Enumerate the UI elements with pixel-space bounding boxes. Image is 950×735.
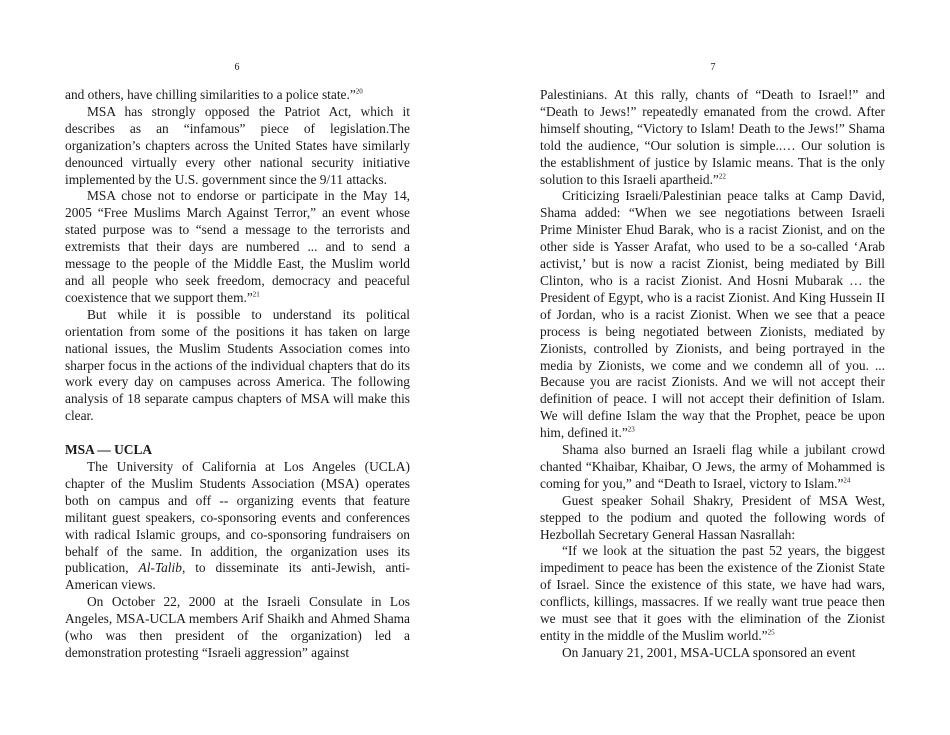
paragraph	[65, 459, 410, 594]
footnote-ref[interactable]: 21	[252, 290, 260, 299]
paragraph-text: and others, have chilling similarities to a police state.”	[65, 87, 356, 102]
footnote-ref[interactable]: 20	[355, 87, 363, 96]
paragraph: Guest speaker Sohail Shakry, President of MSA West, stepped to the podium and quoted the following words of Hezbollah Secretary General Hassan Nasrallah:	[540, 492, 885, 542]
paragraph	[540, 188, 885, 442]
paragraph: On January 21, 2001, MSA-UCLA sponsored an event	[562, 644, 856, 660]
paragraph: On October 22, 2000 at the Israeli Consulate in Los Angeles, MSA-UCLA members Arif Shaikh and Ahmed Shama (who was then president of the organization) led a demonstration protesting “Israeli aggression” against	[65, 594, 410, 660]
section-heading: MSA — UCLA	[65, 442, 153, 458]
paragraph: MSA has strongly opposed the Patriot Act, which it describes as an “infamous” piece of legislation.The organization’s chapters across the United States have similarly denounced virtually every other national security initiative implemented by the U.S. government since the 9/11 attacks.	[65, 103, 410, 187]
footnote-ref[interactable]: 22	[718, 172, 726, 181]
paragraph	[540, 87, 885, 188]
paragraph	[65, 188, 410, 306]
paragraph: But while it is possible to understand its political orientation from some of the positions it has taken on large national issues, the Muslim Students Association comes into sharper focus in the actions of the individual chapters that do its work every day on campuses across America. The following analysis of 18 separate campus chapters of MSA will make this clear.	[65, 306, 410, 424]
footnote-ref[interactable]: 25	[767, 628, 775, 637]
paragraph-text: MSA chose not to endorse or participate in the May 14, 2005 “Free Muslims March Against Terror,” an event whose stated purpose was to “send a message to the terrorists and extremists that their days are numbered ... and to send a message to the people of the Middle East, the Muslim world and all people who seek freedom, democracy and peaceful coexistence that we support them.”	[65, 188, 410, 305]
page-body	[540, 87, 885, 662]
footnote-ref[interactable]: 23	[627, 425, 635, 434]
paragraph-text: “If we look at the situation the past 52 years, the biggest impediment to peace has been the existence of the Zionist State of Israel. Since the existence of this state, we have had wars, conflicts, killings, massacres. If we really want true peace then we must see that it goes with the elimination of the Zionist entity in the middle of the Muslim world.”	[540, 543, 885, 643]
right-page	[475, 0, 950, 735]
page-number: 6	[234, 62, 240, 73]
paragraph	[540, 442, 885, 493]
page-body	[65, 87, 410, 662]
paragraph-text: Palestinians. At this rally, chants of “Death to Israel!” and “Death to Jews!” repeatedly emanated from the crowd. After himself shouting, “Victory to Islam! Death to the Jews!” Shama told the audience, “Our solution is simple..… Our solution is the establishment of justice by Islamic means. That is the only solution to this Israeli apartheid.”	[540, 87, 885, 187]
paragraph	[540, 543, 885, 644]
paragraph-text: Shama also burned an Israeli flag while a jubilant crowd chanted “Khaibar, Khaibar, O Jews, the army of Mohammed is coming for you,” and “Death to Israel, victory to Islam.”	[540, 442, 885, 491]
footnote-ref[interactable]: 24	[843, 476, 851, 485]
paragraph	[65, 87, 410, 104]
paragraph-text: , to disseminate its anti-Jewish, anti-American views.	[65, 560, 410, 593]
paragraph-text: The University of California at Los Angeles (UCLA) chapter of the Muslim Students Association (MSA) operates both on campus and off -- organizing events that feature militant guest speakers, co-sponsoring events and conferences with radical Islamic groups, and co-sponsoring fundraisers on behalf of the same. In addition, the organization uses its publication,	[65, 459, 410, 576]
paragraph-text: Criticizing Israeli/Palestinian peace talks at Camp David, Shama added: “When we see negotiations between Israeli Prime Minister Ehud Barak, who is a racist Zionist, and on the other side is Yasser Arafat, who used to be a so-called ‘Arab activist,’ but is now a racist Zionist, being mediated by Bill Clinton, who is a racist Zionist. And Hosni Mubarak … the President of Egypt, who is a racist Zionist. And King Hussein II of Jordan, who is a racist Zionist. When we see that a peace process is being negotiated between Zionists, mediated by Zionists, controlled by Zionists, and being portrayed in the media by Zionists, we come and we condemn all of you. ... Because you are racist Zionists. And we will not accept their definition of peace. I will not accept their definition of Islam. We will define Islam the way that the Prophet, peace be upon him, defined it.”	[540, 188, 885, 441]
page-number: 7	[710, 62, 716, 73]
publication-title: Al-Talib	[138, 560, 182, 576]
